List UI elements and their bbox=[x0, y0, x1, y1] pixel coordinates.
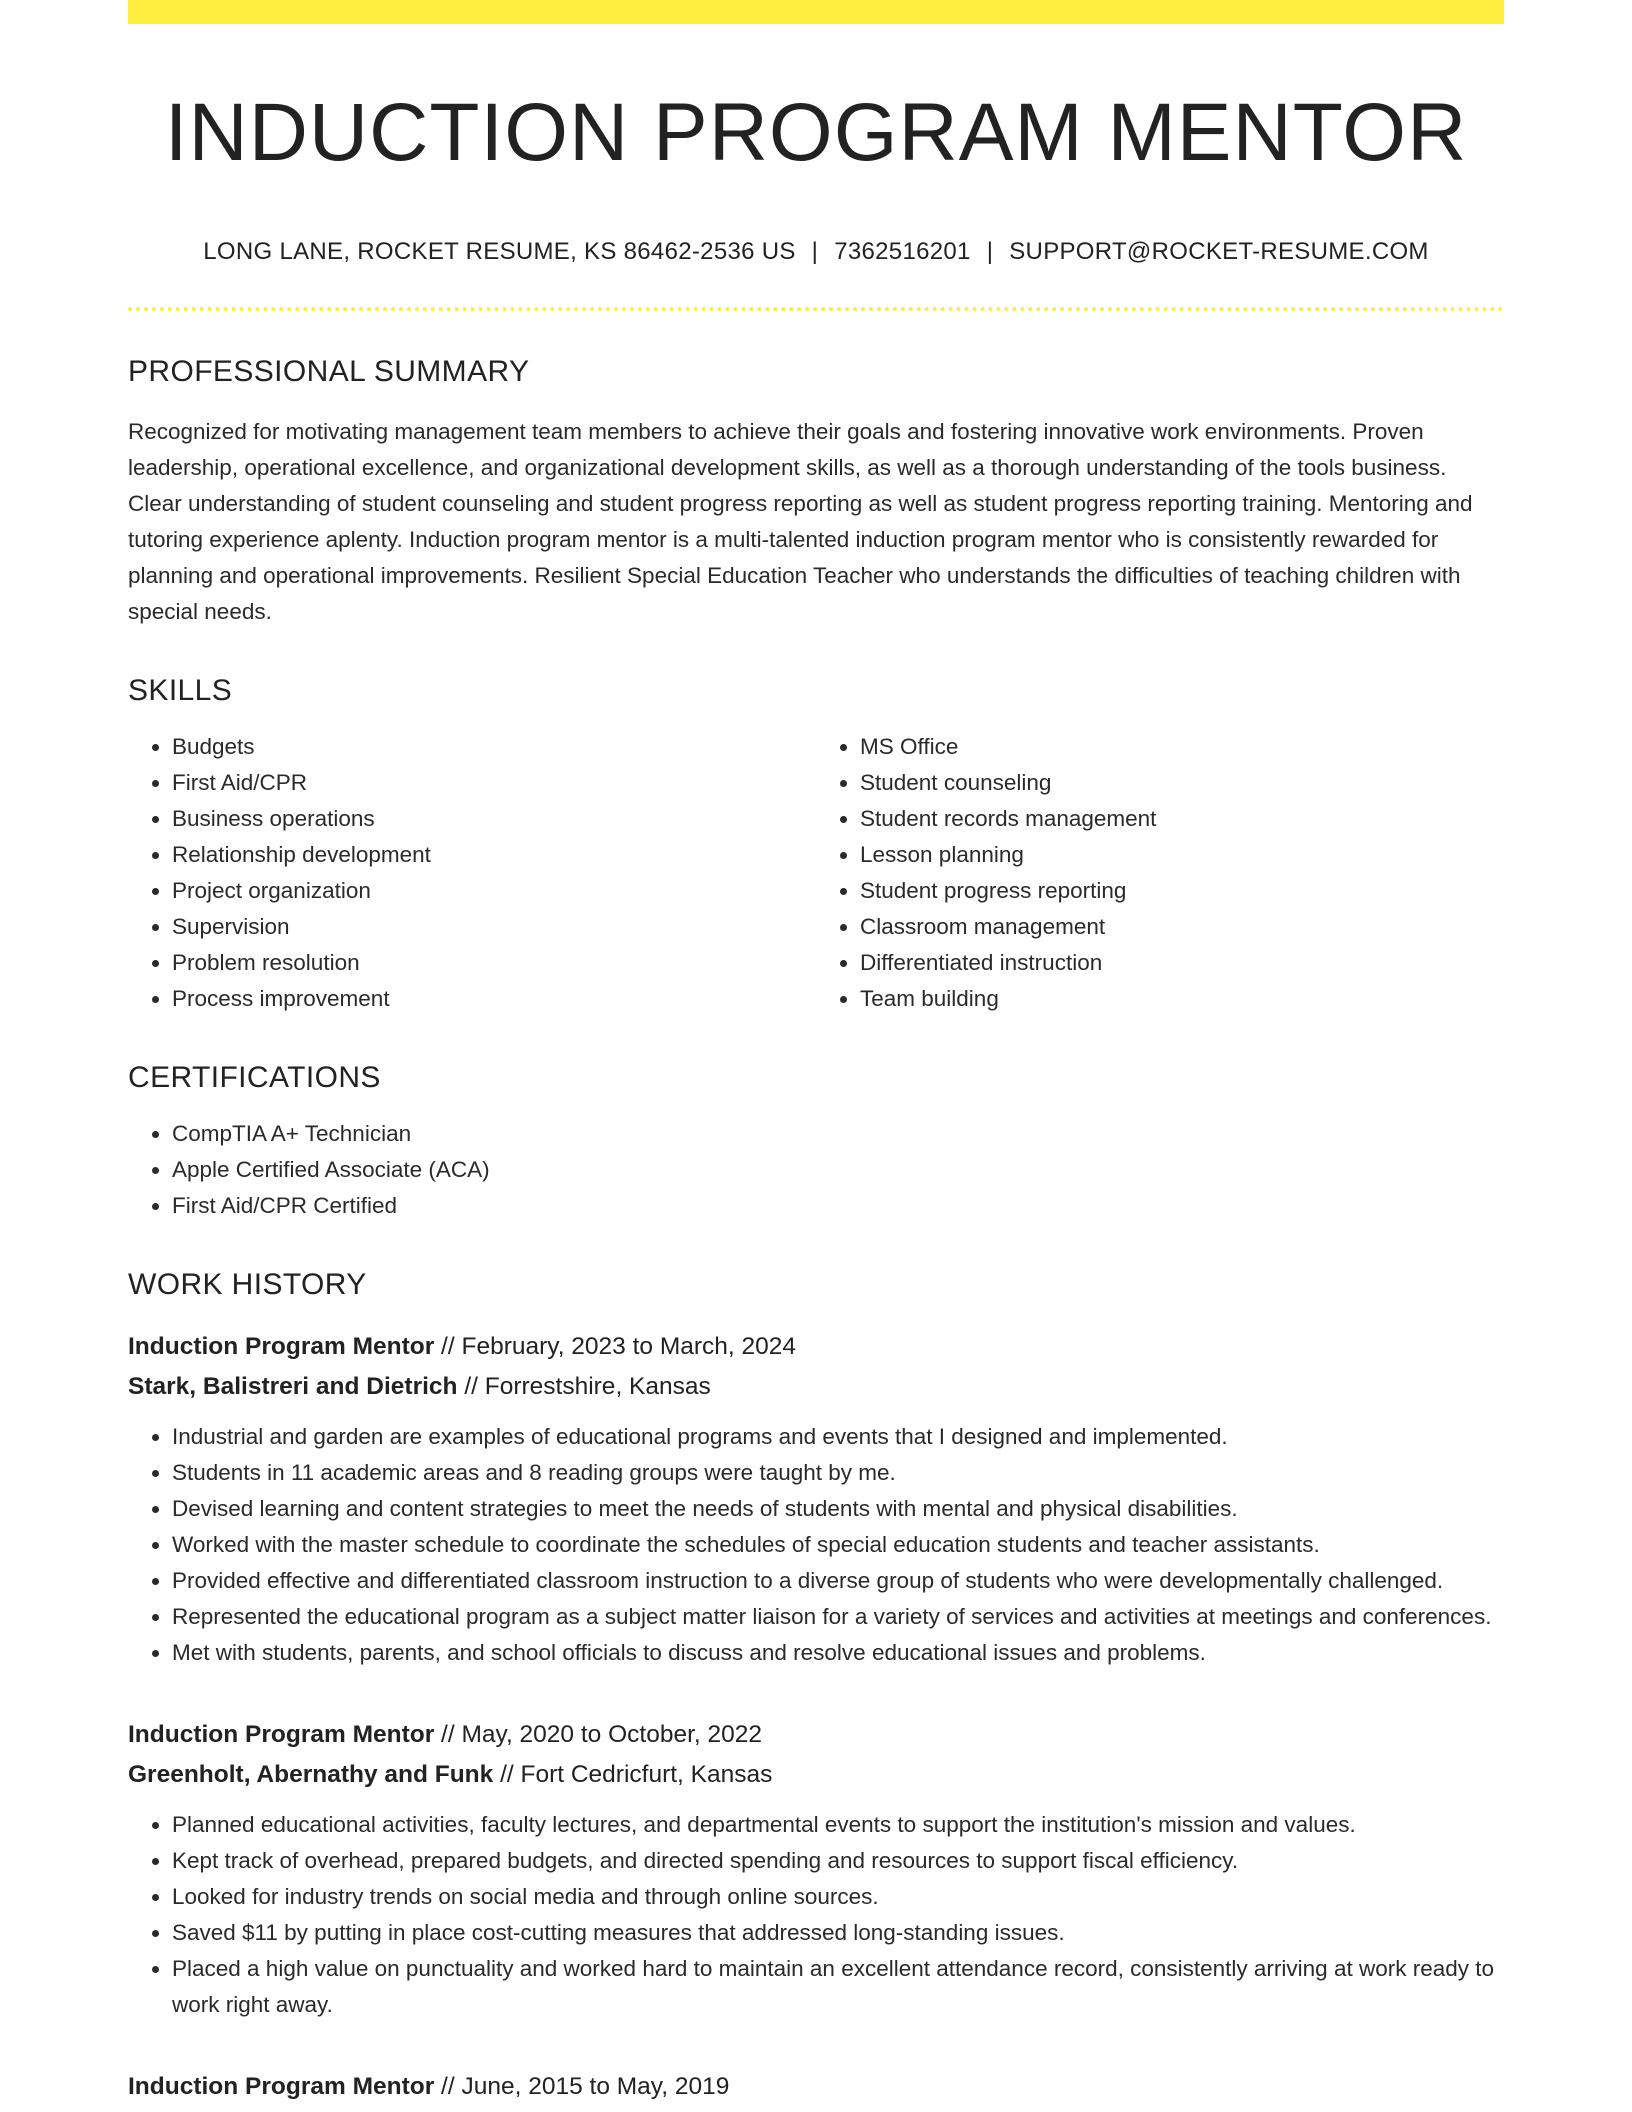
contact-email: SUPPORT@ROCKET-RESUME.COM bbox=[1009, 238, 1429, 266]
contact-address: LONG LANE, ROCKET RESUME, KS 86462-2536 US bbox=[203, 238, 796, 266]
contact-separator: | bbox=[986, 238, 994, 266]
job-dates: // June, 2015 to May, 2019 bbox=[434, 2073, 730, 2101]
skills-section bbox=[128, 674, 1504, 1017]
accent-top-bar bbox=[128, 0, 1504, 24]
skill-item: • Student records management bbox=[860, 801, 1504, 837]
job-bullets bbox=[128, 1807, 1504, 2023]
job-company-line bbox=[128, 1367, 1504, 1407]
skill-item: • Lesson planning bbox=[860, 837, 1504, 873]
job-entry bbox=[128, 1715, 1504, 2023]
job-bullet: • Represented the educational program as a subject matter liaison for a variety of services and activities at meetings and conferences. bbox=[172, 1599, 1504, 1635]
skills-columns bbox=[128, 729, 1504, 1017]
skill-item: • Relationship development bbox=[172, 837, 816, 873]
skill-item: • Budgets bbox=[172, 729, 816, 765]
job-entry bbox=[128, 2067, 1504, 2107]
dotted-divider bbox=[128, 307, 1504, 311]
job-bullet: • Devised learning and content strategies to meet the needs of students with mental and physical disabilities. bbox=[172, 1491, 1504, 1527]
job-role: Induction Program Mentor bbox=[128, 1333, 435, 1361]
job-bullet: • Provided effective and differentiated classroom instruction to a diverse group of students who were developmentally challenged. bbox=[172, 1563, 1504, 1599]
job-bullet: • Met with students, parents, and school officials to discuss and resolve educational issues and problems. bbox=[172, 1635, 1504, 1671]
job-company-line bbox=[128, 1755, 1504, 1795]
job-entry bbox=[128, 1327, 1504, 1671]
skills-list-right bbox=[816, 729, 1504, 1017]
skills-heading: SKILLS bbox=[128, 674, 233, 708]
job-company: Greenholt, Abernathy and Funk bbox=[128, 1761, 494, 1789]
job-location: // Fort Cedricfurt, Kansas bbox=[493, 1761, 773, 1789]
skill-item: • Process improvement bbox=[172, 981, 816, 1017]
job-bullet: • Saved $11 by putting in place cost-cutting measures that addressed long-standing issues. bbox=[172, 1915, 1504, 1951]
skill-item: • Differentiated instruction bbox=[860, 945, 1504, 981]
job-bullet: • Planned educational activities, faculty lectures, and departmental events to support the institution's mission and values. bbox=[172, 1807, 1504, 1843]
skill-item: • Student counseling bbox=[860, 765, 1504, 801]
work-history-section bbox=[128, 1268, 1504, 2107]
resume-page bbox=[128, 0, 1504, 2107]
job-bullets bbox=[128, 1419, 1504, 1671]
skill-item: • Team building bbox=[860, 981, 1504, 1017]
job-bullet: • Industrial and garden are examples of educational programs and events that I designed and implemented. bbox=[172, 1419, 1504, 1455]
job-bullet: • Placed a high value on punctuality and worked hard to maintain an excellent attendance record, consistently arriving at work ready to work right away. bbox=[172, 1951, 1504, 2023]
contact-phone: 7362516201 bbox=[834, 238, 971, 266]
job-company: Stark, Balistreri and Dietrich bbox=[128, 1373, 458, 1401]
contact-line bbox=[128, 238, 1504, 267]
job-title-line bbox=[128, 1327, 1504, 1367]
skills-list-left bbox=[128, 729, 816, 1017]
work-history-heading: WORK HISTORY bbox=[128, 1268, 367, 1302]
skill-item: • Supervision bbox=[172, 909, 816, 945]
certifications-list bbox=[128, 1116, 1504, 1224]
skill-item: • Business operations bbox=[172, 801, 816, 837]
certification-item: • Apple Certified Associate (ACA) bbox=[172, 1152, 1504, 1188]
certifications-heading: CERTIFICATIONS bbox=[128, 1061, 381, 1095]
skill-item: • MS Office bbox=[860, 729, 1504, 765]
job-dates: // May, 2020 to October, 2022 bbox=[434, 1721, 763, 1749]
job-bullet: • Kept track of overhead, prepared budgets, and directed spending and resources to support fiscal efficiency. bbox=[172, 1843, 1504, 1879]
job-location: // Forrestshire, Kansas bbox=[457, 1373, 711, 1401]
job-bullet: • Students in 11 academic areas and 8 reading groups were taught by me. bbox=[172, 1455, 1504, 1491]
summary-section bbox=[128, 355, 1504, 630]
job-bullet: • Worked with the master schedule to coordinate the schedules of special education students and teacher assistants. bbox=[172, 1527, 1504, 1563]
certification-item: • CompTIA A+ Technician bbox=[172, 1116, 1504, 1152]
summary-heading: PROFESSIONAL SUMMARY bbox=[128, 355, 530, 389]
job-bullet: • Looked for industry trends on social media and through online sources. bbox=[172, 1879, 1504, 1915]
skill-item: • First Aid/CPR bbox=[172, 765, 816, 801]
resume-name: INDUCTION PROGRAM MENTOR bbox=[164, 87, 1468, 178]
skill-item: • Student progress reporting bbox=[860, 873, 1504, 909]
job-title-line bbox=[128, 1715, 1504, 1755]
job-role: Induction Program Mentor bbox=[128, 1721, 435, 1749]
summary-text: Recognized for motivating management team members to achieve their goals and fostering innovative work environments. Proven leadership, operational excellence, and organizational development skills, as well as a thorough understanding of the tools business. Clear understanding of student counseling and student progress reporting as well as student progress reporting training. Mentoring and tutoring experience aplenty. Induction program mentor is a multi-talented induction program mentor who is consistently rewarded for planning and operational improvements. Resilient Special Education Teacher who understands the difficulties of teaching children with special needs. bbox=[128, 419, 1473, 625]
job-title-line bbox=[128, 2067, 1504, 2107]
certification-item: • First Aid/CPR Certified bbox=[172, 1188, 1504, 1224]
job-role: Induction Program Mentor bbox=[128, 2073, 435, 2101]
job-dates: // February, 2023 to March, 2024 bbox=[434, 1333, 797, 1361]
skill-item: • Classroom management bbox=[860, 909, 1504, 945]
skill-item: • Problem resolution bbox=[172, 945, 816, 981]
contact-separator: | bbox=[811, 238, 819, 266]
certifications-section bbox=[128, 1061, 1504, 1224]
skill-item: • Project organization bbox=[172, 873, 816, 909]
